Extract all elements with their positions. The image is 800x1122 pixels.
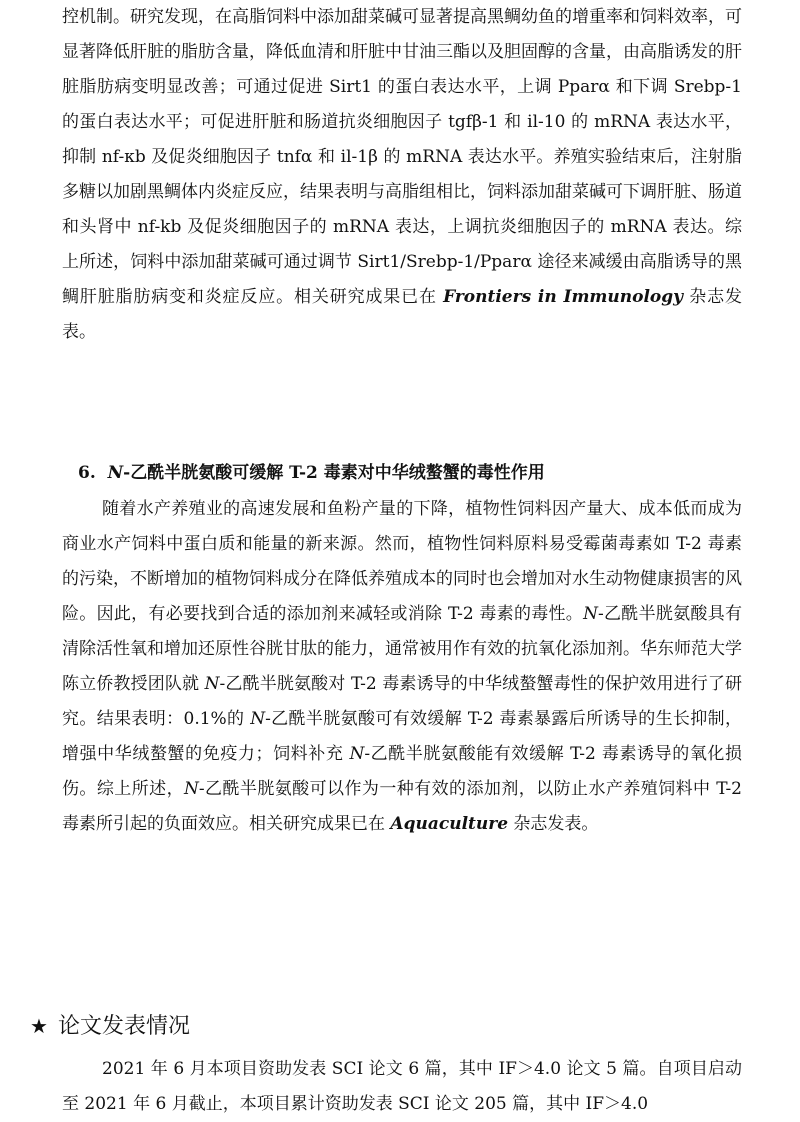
- italic-n: N: [204, 674, 220, 694]
- section5-text: 控机制。研究发现，在高脂饲料中添加甜菜碱可显著提高黑鲷幼鱼的增重率和饲料效率，可显著降低肝脏的脂肪含量，降低血清和肝脏中甘油三酯以及胆固醇的含量，由高脂诱发的肝脏脂肪病变明显改善；可通过促进 Sirt1 的蛋白表达水平，上调 Pparα 和下调 Srebp-1 的蛋白表达水平；可促进肝脏和肠道抗炎细胞因子 tgfβ-1 和 il-10 的 mRNA 表达水平，抑制 nf-κb 及促炎细胞因子 tnfα 和 il-1β 的 mRNA 表达水平。养殖实验结束后，注射脂多糖以加剧黑鲷体内炎症反应，结果表明与高脂组相比，饲料添加甜菜碱可下调肝脏、肠道和头肾中 nf-kb 及促炎细胞因子的 mRNA 表达，上调抗炎细胞因子的 mRNA 表达。综上所述，饲料中添加甜菜碱可通过调节 Sirt1/Srebp-1/Pparα 途径来减缓由高脂诱导的黑鲷肝脏脂肪病变和炎症反应。相关研究成果已在: [62, 7, 742, 307]
- journal-name: Frontiers in Immunology: [443, 287, 684, 307]
- section-number: 6.: [78, 463, 96, 483]
- heading-text: -乙酰半胱氨酸可缓解 T-2 毒素对中华绒螯蟹的毒性作用: [123, 463, 545, 483]
- publications-title: 论文发表情况: [58, 1014, 191, 1039]
- italic-n: N: [250, 709, 266, 729]
- publications-text: 2021 年 6 月本项目资助发表 SCI 论文 6 篇，其中 IF＞4.0 论文 5 篇。自项目启动至 2021 年 6 月截止，本项目累计资助发表 SCI 论文 205 篇，其中 IF＞4.0: [62, 1059, 742, 1114]
- publications-paragraph: [62, 1052, 742, 1122]
- text-run: -乙酰半胱氨酸可以作为一种有效的添加剂，以防止水产养殖饲料中 T-2 毒素所引起的负面效应。相关研究成果已在: [62, 779, 742, 834]
- text-run: -乙酰半胱氨酸可有效缓解 T-2 毒素暴露后所诱导的生长抑制，增强中华绒螯蟹的免疫力；饲料补充: [62, 709, 743, 764]
- italic-n: N: [349, 744, 365, 764]
- italic-n: N: [184, 779, 199, 799]
- publications-heading: [30, 1008, 190, 1045]
- text-run: -乙酰半胱氨酸具有清除活性氧和增加还原性谷胱甘肽的能力，通常被用作有效的抗氧化添加剂。华东师范大学陈立侨教授团队就: [62, 604, 742, 694]
- section5-paragraph: [62, 0, 742, 350]
- star-icon: ★: [30, 1014, 48, 1038]
- text-run: -乙酰半胱氨酸能有效缓解 T-2 毒素诱导的氧化损伤。综上所述，: [62, 744, 742, 799]
- journal-name: Aquaculture: [390, 814, 509, 834]
- section6-heading: [78, 456, 545, 491]
- italic-n: N: [583, 604, 598, 624]
- text-run: 杂志发表。: [508, 814, 599, 834]
- heading-italic-n: N: [107, 463, 124, 483]
- section6-paragraph: [62, 492, 742, 842]
- text-run: -乙酰半胱氨酸对 T-2 毒素诱导的中华绒螯蟹毒性的保护效用进行了研究。结果表明：0.1%的: [62, 674, 742, 729]
- section5-text-end: 杂志发表。: [62, 287, 742, 342]
- text-run: 随着水产养殖业的高速发展和鱼粉产量的下降，植物性饲料因产量大、成本低而成为商业水产饲料中蛋白质和能量的新来源。然而，植物性饲料原料易受霉菌毒素如 T-2 毒素的污染，不断增加的植物饲料成分在降低养殖成本的同时也会增加对水生动物健康损害的风险。因此，有必要找到合适的添加剂来减轻或消除 T-2 毒素的毒性。: [62, 499, 742, 624]
